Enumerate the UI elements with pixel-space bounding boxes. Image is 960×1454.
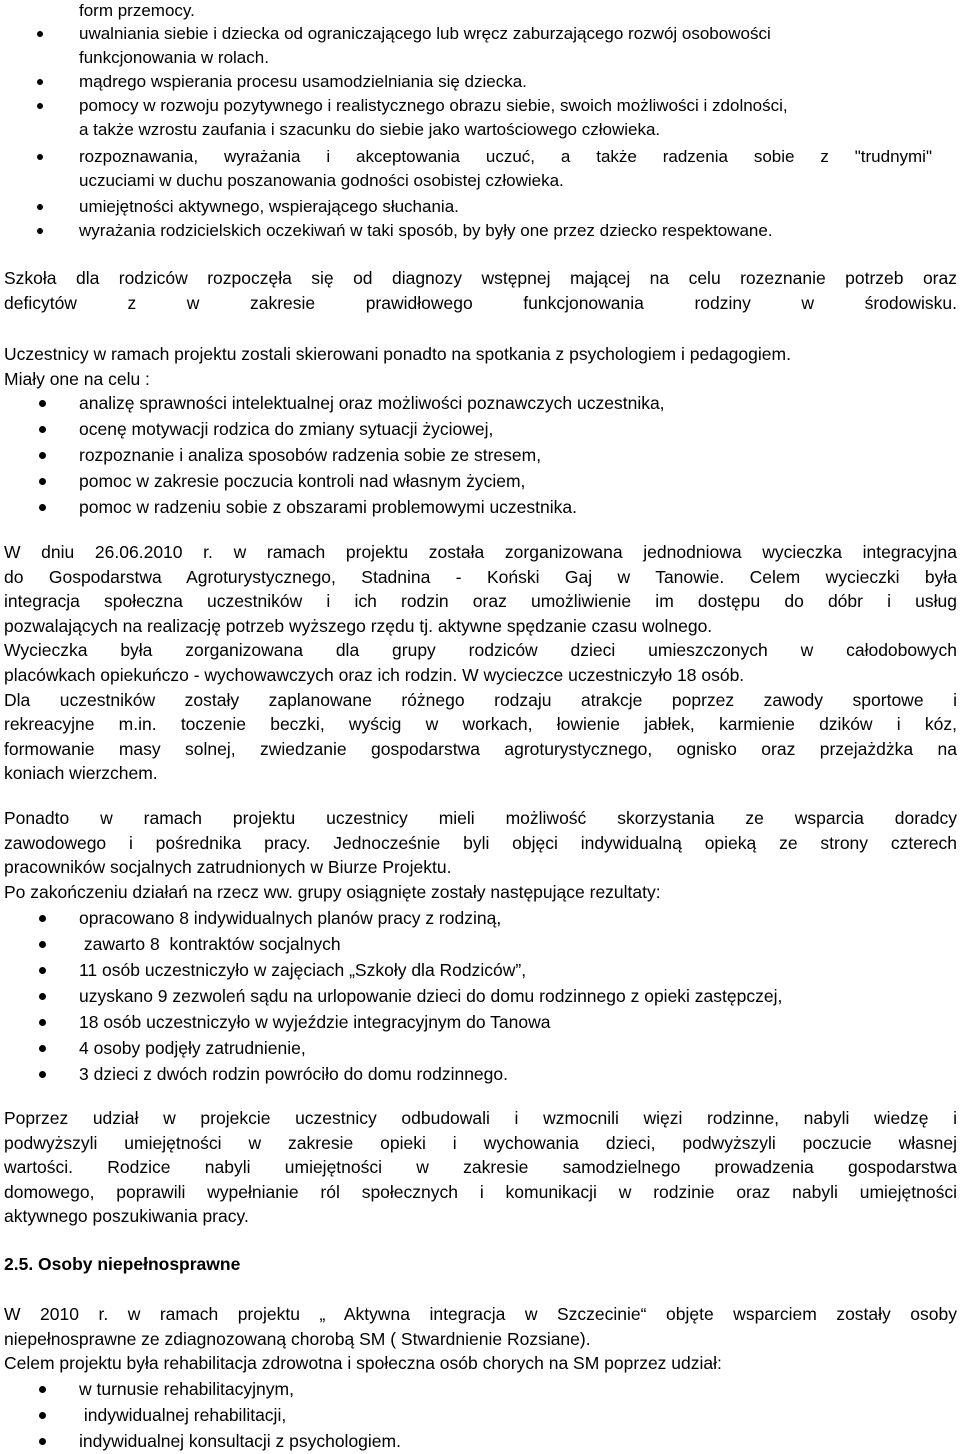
bullet-icon: [39, 400, 46, 407]
bullet-list-meeting-goals: [0, 390, 960, 520]
paragraph-line: placówkach opiekuńczo - wychowawczych oraz ich rodzin. W wycieczce uczestniczyło 18 osób.: [4, 664, 745, 685]
bullet-icon: [39, 941, 46, 948]
bullet-icon: [39, 1438, 46, 1445]
list-continuation: form przemocy.: [79, 1, 195, 20]
paragraph-line: pracowników socjalnych zatrudnionych w Biurze Projektu.: [4, 857, 452, 878]
list-item-line: umiejętności aktywnego, wspierającego słuchania.: [79, 197, 459, 216]
list-item-text: 11 osób uczestniczyło w zajęciach „Szkoły dla Rodziców”,: [79, 960, 527, 980]
bullet-list-rehabilitation: [0, 1376, 960, 1454]
paragraph-line: integracja społeczna uczestników i ich rodzin oraz umożliwienie im dostępu do dóbr i usług: [4, 591, 957, 612]
paragraph-line: Poprzez udział w projekcie uczestnicy odbudowali i wzmocnili więzi rodzinne, nabyli wiedzę i: [4, 1108, 957, 1128]
list-item-text: pomoc w zakresie poczucia kontroli nad własnym życiem,: [79, 471, 526, 491]
bullet-icon: [37, 204, 43, 210]
bullet-icon: [37, 79, 43, 85]
bullet-icon: [39, 1045, 46, 1052]
paragraph-line: Szkoła dla rodziców rozpoczęła się od diagnozy wstępnej mającej na celu rozeznanie potrzeb oraz: [4, 268, 957, 288]
paragraph-line: Ponadto w ramach projektu uczestnicy mieli możliwość skorzystania ze wsparcia doradcy: [4, 808, 957, 828]
bullet-list-results: [0, 905, 960, 1087]
paragraph-line: domowego, poprawili wypełnianie ról społecznych i komunikacji w rodzinie oraz nabyli umiejętności: [4, 1181, 957, 1202]
bullet-icon: [39, 426, 46, 433]
list-item-text: 18 osób uczestniczyło w wyjeździe integracyjnym do Tanowa: [79, 1012, 551, 1032]
list-item: [0, 416, 960, 442]
bullet-icon: [39, 1386, 46, 1393]
bullet-icon: [39, 452, 46, 459]
paragraph-line: W 2010 r. w ramach projektu „ Aktywna integracja w Szczecinie“ objęte wsparciem zostały osoby: [4, 1304, 957, 1324]
bullet-icon: [37, 154, 43, 160]
list-item: [0, 94, 960, 142]
list-item-text: opracowano 8 indywidualnych planów pracy z rodziną,: [79, 908, 502, 928]
list-item: [0, 145, 960, 193]
list-item: [0, 1402, 960, 1428]
paragraph-line: Celem projektu była rehabilitacja zdrowotna i społeczna osób chorych na SM poprzez udział:: [4, 1353, 722, 1374]
paragraph-line: koniach wierzchem.: [4, 763, 158, 784]
paragraph-line: wartości. Rodzice nabyli umiejętności w zakresie samodzielnego prowadzenia gospodarstwa: [4, 1157, 957, 1178]
list-item: [0, 468, 960, 494]
list-item-line: uwalniania siebie i dziecka od ograniczającego lub wręcz zaburzającego rozwój osobowości: [79, 24, 771, 43]
paragraph-counseling: [4, 806, 957, 904]
bullet-icon: [39, 504, 46, 511]
list-item: [0, 983, 960, 1009]
list-item-text: analizę sprawności intelektualnej oraz możliwości poznawczych uczestnika,: [79, 393, 665, 413]
list-item: [0, 22, 960, 70]
bullet-icon: [39, 915, 46, 922]
list-item-line: uczuciami w duchu poszanowania godności osobistej człowieka.: [79, 171, 564, 190]
paragraph-line: deficytów z w zakresie prawidłowego funkcjonowania rodziny w środowisku.: [4, 292, 957, 313]
paragraph-line: formowanie masy solnej, zwiedzanie gospodarstwa agroturystycznego, ognisko oraz przejażdżka na: [4, 738, 957, 759]
list-item: [0, 957, 960, 983]
list-item: [0, 195, 960, 219]
paragraph-line: Po zakończeniu działań na rzecz ww. grupy osiągnięte zostały następujące rezultaty:: [4, 881, 661, 902]
list-item: [0, 905, 960, 931]
bullet-icon: [39, 967, 46, 974]
list-item: [0, 219, 960, 243]
section-heading: 2.5. Osoby niepełnosprawne: [4, 1254, 241, 1274]
list-item: [0, 1428, 960, 1454]
list-item-text: 3 dzieci z dwóch rodzin powróciło do domu rodzinnego.: [79, 1064, 508, 1084]
paragraph-line: aktywnego poszukiwania pracy.: [4, 1206, 249, 1227]
list-item-line: pomocy w rozwoju pozytywnego i realistycznego obrazu siebie, swoich możliwości i zdolności,: [79, 96, 788, 115]
list-item-text: rozpoznanie i analiza sposobów radzenia sobie ze stresem,: [79, 445, 542, 465]
paragraph-line: podwyższyli umiejętności w zakresie opieki i wychowania dzieci, podwyższyli poczucie własnej: [4, 1132, 957, 1153]
list-item-line: wyrażania rodzicielskich oczekiwań w taki sposób, by były one przez dziecko respektowane.: [79, 221, 773, 240]
list-item-text: zawarto 8 kontraktów socjalnych: [79, 934, 341, 954]
list-item-text: indywidualnej rehabilitacji,: [79, 1405, 287, 1425]
list-item: [0, 442, 960, 468]
bullet-icon: [39, 1071, 46, 1078]
bullet-icon: [39, 1019, 46, 1026]
bullet-icon: [39, 993, 46, 1000]
list-item: [0, 494, 960, 520]
paragraph-line: rekreacyjne m.in. toczenie beczki, wyścig w workach, łowienie jabłek, karmienie dzików i kóz,: [4, 714, 957, 735]
paragraph-line: Dla uczestników zostały zaplanowane różnego rodzaju atrakcje poprzez zawody sportowe i: [4, 689, 957, 710]
paragraph-line: do Gospodarstwa Agroturystycznego, Stadnina - Koński Gaj w Tanowie. Celem wycieczki była: [4, 566, 957, 587]
list-item: [0, 70, 960, 94]
list-item-text: ocenę motywacji rodzica do zmiany sytuacji życiowej,: [79, 419, 494, 439]
list-item-text: pomoc w radzeniu sobie z obszarami problemowymi uczestnika.: [79, 497, 577, 517]
paragraph-line: zawodowego i pośrednika pracy. Jednocześnie byli objęci indywidualną opieką ze strony czterech: [4, 832, 957, 853]
list-item-line: rozpoznawania, wyrażania i akceptowania uczuć, a także radzenia sobie z "trudnymi": [79, 147, 932, 166]
list-item: [0, 390, 960, 416]
list-item: [0, 1035, 960, 1061]
paragraph-trip: [4, 540, 957, 786]
bullet-icon: [39, 1412, 46, 1419]
list-item-text: 4 osoby podjęły zatrudnienie,: [79, 1038, 306, 1058]
bullet-icon: [37, 228, 43, 234]
paragraph-outcomes: [4, 1106, 957, 1229]
list-item: [0, 931, 960, 957]
list-item-text: uzyskano 9 zezwoleń sądu na urlopowanie dzieci do domu rodzinnego z opieki zastępczej,: [79, 986, 783, 1006]
list-item-text: w turnusie rehabilitacyjnym,: [79, 1379, 294, 1399]
paragraph-line: Uczestnicy w ramach projektu zostali skierowani ponadto na spotkania z psychologiem i pedagogiem.: [4, 344, 791, 364]
bullet-icon: [37, 103, 43, 109]
list-item: [0, 1061, 960, 1087]
paragraph-diagnosis: [4, 266, 957, 315]
list-item-text: indywidualnej konsultacji z psychologiem.: [79, 1431, 401, 1451]
list-item: [0, 1009, 960, 1035]
list-item-line: mądrego wspierania procesu usamodzielniania się dziecka.: [79, 72, 527, 91]
list-item-line: a także wzrostu zaufania i szacunku do siebie jako wartościowego człowieka.: [79, 120, 661, 139]
list-item: [0, 1376, 960, 1402]
bullet-icon: [39, 478, 46, 485]
list-item-line: funkcjonowania w rolach.: [79, 48, 269, 67]
paragraph-line: W dniu 26.06.2010 r. w ramach projektu została zorganizowana jednodniowa wycieczka integracyjna: [4, 542, 957, 562]
paragraph-line: niepełnosprawne ze zdiagnozowaną chorobą SM ( Stwardnienie Rozsiane).: [4, 1328, 591, 1349]
paragraph-psychologist: [4, 342, 957, 391]
paragraph-line: pozwalających na realizację potrzeb wyższego rzędu tj. aktywne spędzanie czasu wolnego.: [4, 615, 713, 636]
bullet-icon: [37, 31, 43, 37]
paragraph-line: Miały one na celu :: [4, 368, 150, 389]
paragraph-line: Wycieczka była zorganizowana dla grupy rodziców dzieci umieszczonych w całodobowych: [4, 640, 957, 661]
paragraph-disabled-persons: [4, 1302, 957, 1376]
